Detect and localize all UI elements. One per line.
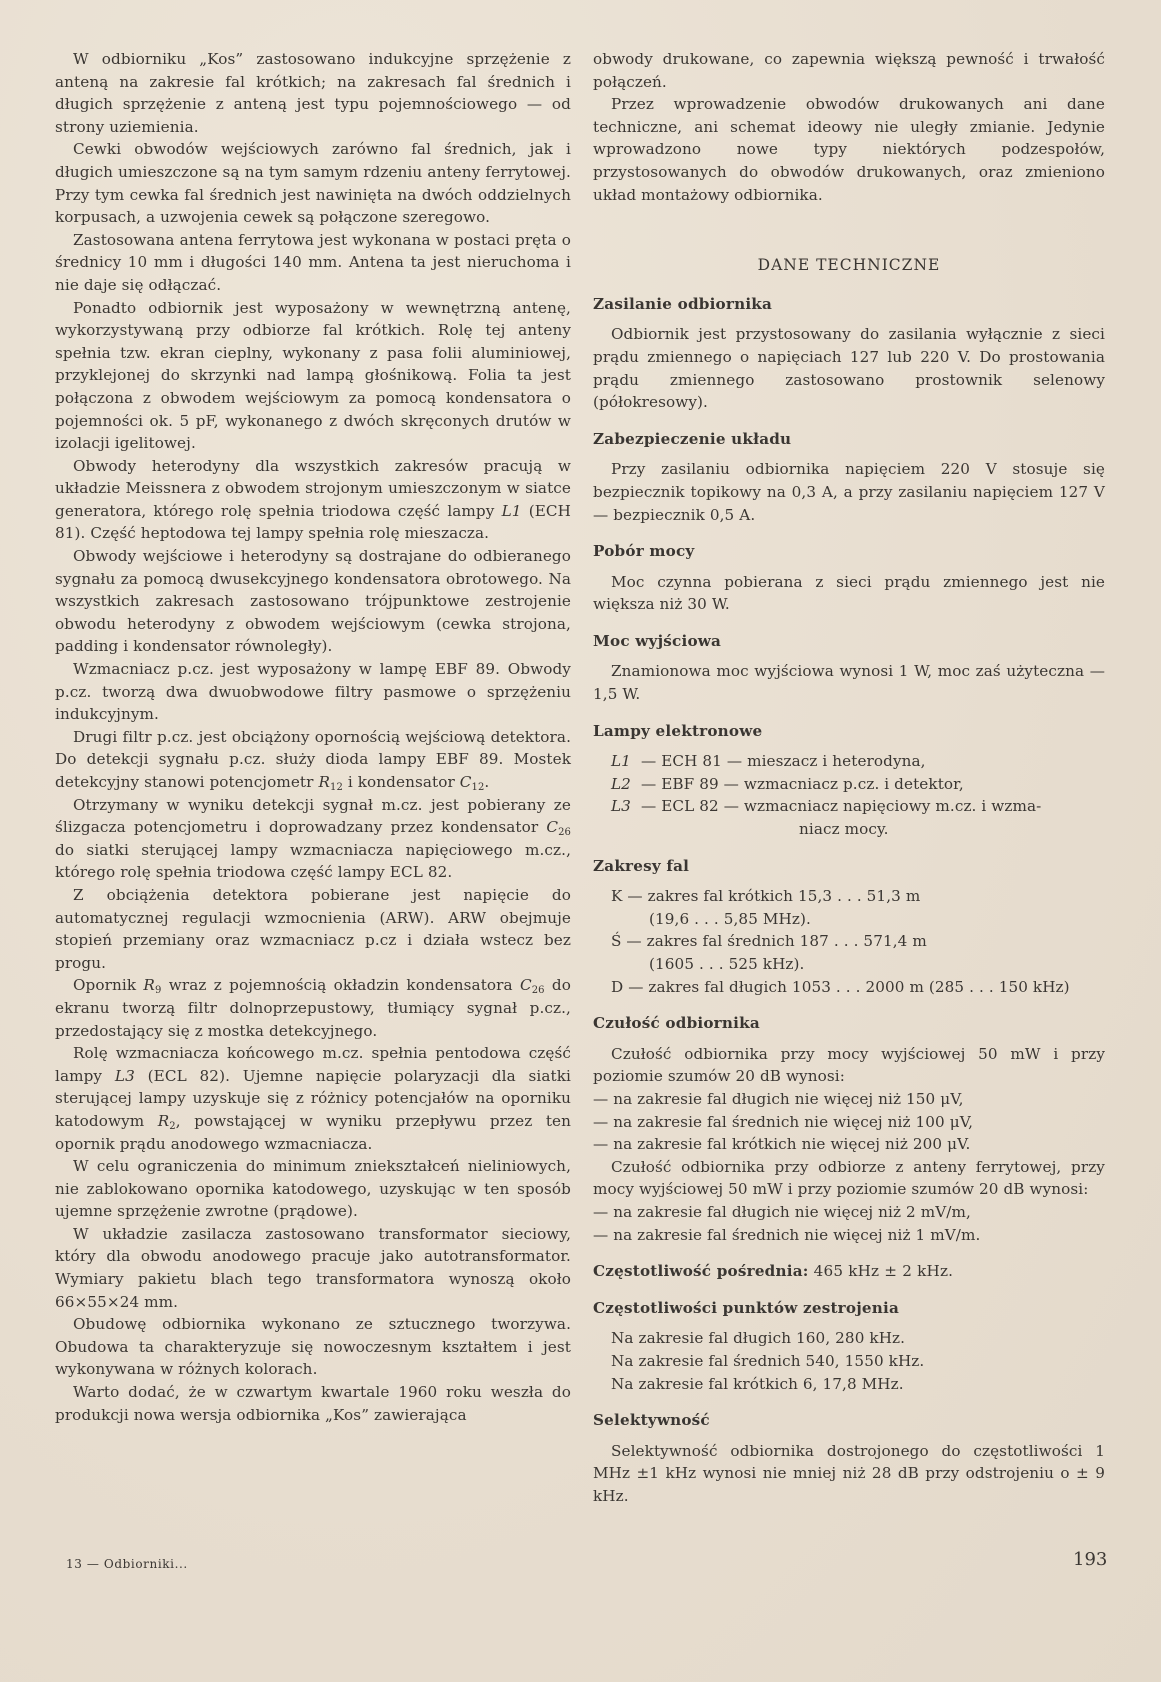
text-span: , powstającej w wyniku przepływu przez ten opornik prądu anodowego wzmacniacza.: [55, 1111, 571, 1153]
right-column: [593, 48, 1105, 1519]
text-span: do ekranu tworzą filtr dolnoprzepustowy, tłumiący sygnał p.cz., przedostający się z mostka detekcyjnego.: [55, 976, 572, 1040]
paragraph: Obwody wejściowe i heterodyny są dostrajane do odbieranego sygnału za pomocą dwusekcyjnego kondensatora obrotowego. Na wszystkich zakresach zastosowano trójpunktowe zestrojenie obwodu heterodyny z obwodem wejściowym (cewka strojona, padding i kondensator równoległy).: [55, 547, 571, 656]
resistor-symbol: R: [157, 1111, 170, 1130]
paragraph: Przez wprowadzenie obwodów drukowanych ani dane techniczne, ani schemat ideowy nie uległy zmianie. Jedynie wprowadzono nowe typy niektórych podzespołów, przystosowanych do obwodów drukowanych, oraz zmieniono układ montażowy odbiornika.: [593, 95, 1105, 204]
paragraph: Obudowę odbiornika wykonano ze sztucznego tworzywa. Obudowa ta charakteryzuje się nowoczesnym kształtem i jest wykonywana w różnych kolorach.: [55, 1315, 571, 1379]
range-medium: Ś — zakres fal średnich 187 . . . 571,4 m: [611, 932, 927, 951]
spec-heading: Zabezpieczenie układu: [593, 429, 792, 448]
sensitivity-item: — na zakresie fal długich nie więcej niż 2 mV/m,: [593, 1202, 971, 1221]
spec-alignment-points: [593, 1297, 1105, 1395]
spec-heading: Zakresy fal: [593, 856, 690, 875]
tube-desc: — ECH 81 — mieszacz i heterodyna,: [641, 752, 926, 771]
tube-id: L1: [611, 752, 631, 771]
paragraph: Cewki obwodów wejściowych zarówno fal średnich, jak i długich umieszczone są na tym samym rdzeniu anteny ferrytowej. Przy tym cewka fal średnich jest nawinięta na dwóch oddzielnych korpusach, a uzwojenia cewek są połączone szeregowo.: [55, 140, 571, 227]
paragraph: W odbiorniku „Kos” zastosowano indukcyjne sprzężenie z anteną na zakresie fal krótkich; na zakresach fal średnich i długich sprzężenie z anteną jest typu pojemnościowego — od strony uziemienia.: [55, 50, 571, 136]
text-span: Drugi filtr p.cz. jest obciążony opornością wejściową detektora. Do detekcji sygnału p.cz. służy dioda lampy EBF 89. Mostek detekcyjny stanowi potencjometr: [55, 727, 571, 791]
spec-text: Odbiornik jest przystosowany do zasilania wyłącznie z sieci prądu zmiennego o napięciach 127 lub 220 V. Do prostowania prądu zmiennego zastosowano prostownik selenowy (półokresowy).: [593, 325, 1105, 412]
subscript: 12: [471, 782, 485, 793]
tube-item: [593, 795, 1105, 818]
text-span: (ECL 82). Ujemne napięcie polaryzacji dla siatki sterującej lampy uzyskuje się z różnicy potencjałów na oporniku katodowym: [55, 1066, 571, 1130]
spec-output-power: [593, 630, 1105, 706]
lamp-symbol: L3: [114, 1066, 135, 1085]
spec-heading: Moc wyjściowa: [593, 631, 722, 650]
paragraph: Wzmacniacz p.cz. jest wyposażony w lampę EBF 89. Obwody p.cz. tworzą dwa dwuobwodowe filtry pasmowe o sprzężeniu indukcyjnym.: [55, 660, 571, 724]
range-long: D — zakres fal długich 1053 . . . 2000 m (285 . . . 150 kHz): [611, 977, 1070, 996]
text-span: i kondensator: [342, 773, 460, 791]
paragraph: Zastosowana antena ferrytowa jest wykonana w postaci pręta o średnicy 10 mm i długości 140 mm. Antena ta jest nieruchoma i nie daje się odłączać.: [55, 230, 571, 294]
sensitivity-item: — na zakresie fal krótkich nie więcej niż 200 μV.: [593, 1135, 971, 1154]
spec-text: Znamionowa moc wyjściowa wynosi 1 W, moc zaś użyteczna — 1,5 W.: [593, 662, 1105, 704]
text-span: .: [484, 773, 490, 791]
page-number: 193: [1073, 1549, 1108, 1570]
spec-text: Selektywność odbiornika dostrojonego do częstotliwości 1 MHz ±1 kHz wynosi nie mniej niż 28 dB przy odstrojeniu o ± 9 kHz.: [593, 1441, 1105, 1505]
subscript: 26: [531, 985, 545, 997]
paragraph: [55, 726, 571, 794]
lamp-symbol: L1: [501, 501, 522, 520]
text-span: Opornik: [73, 976, 144, 995]
paragraph: [55, 455, 571, 545]
spec-tubes: [593, 720, 1105, 841]
paragraph: W celu ograniczenia do minimum zniekształceń nieliniowych, nie zablokowano opornika katodowego, uzyskując w ten sposób ujemne sprzężenie zwrotne (prądowe).: [55, 1157, 571, 1221]
spec-heading: Częstotliwości punktów zestrojenia: [593, 1298, 900, 1317]
text-span: (ECH 81). Część heptodowa tej lampy spełnia rolę mieszacza.: [55, 501, 571, 543]
paragraph: [55, 1042, 571, 1155]
spec-heading: Selektywność: [593, 1411, 710, 1430]
spec-text: Moc czynna pobierana z sieci prądu zmiennego jest nie większa niż 30 W.: [593, 572, 1105, 614]
spec-heading-inline: [593, 1260, 1105, 1283]
capacitor-symbol: C: [459, 773, 472, 791]
subscript: 9: [154, 985, 162, 997]
paragraph: Warto dodać, że w czwartym kwartale 1960 roku weszła do produkcji nowa wersja odbiornika „Kos” zawierająca: [55, 1383, 571, 1424]
alignment-item: Na zakresie fal średnich 540, 1550 kHz.: [611, 1351, 925, 1370]
if-value: 465 kHz ± 2 kHz.: [808, 1262, 954, 1281]
resistor-symbol: R: [143, 976, 155, 995]
sensitivity-item: — na zakresie fal długich nie więcej niż 150 μV,: [593, 1089, 964, 1108]
tube-item: [593, 773, 1105, 796]
subscript: 2: [169, 1120, 176, 1132]
text-span: do siatki sterującej lampy wzmacniacza napięciowego m.cz., którego rolę spełnia triodowa część lampy ECL 82.: [55, 840, 571, 882]
resistor-symbol: R: [318, 773, 330, 791]
paragraph: W układzie zasilacza zastosowano transformator sieciowy, który dla obwodu anodowego pracuje jako autotransformator. Wymiary pakietu blach tego transformatora wynoszą około 66×55×24 mm.: [55, 1224, 571, 1311]
range-short-freq: (19,6 . . . 5,85 MHz).: [649, 909, 811, 928]
printer-signature: 13 — Odbiorniki...: [66, 1557, 188, 1571]
text-span: Otrzymany w wyniku detekcji sygnał m.cz. jest pobierany ze ślizgacza potencjometru i doprowadzany przez kondensator: [55, 795, 571, 837]
spec-sensitivity: [593, 1012, 1105, 1246]
spec-power-consumption: [593, 540, 1105, 616]
alignment-item: Na zakresie fal krótkich 6, 17,8 MHz.: [611, 1374, 904, 1393]
spec-selectivity: [593, 1409, 1105, 1507]
paragraph: [55, 974, 571, 1042]
alignment-item: Na zakresie fal długich 160, 280 kHz.: [611, 1329, 906, 1348]
tube-desc: — ECL 82 — wzmacniacz napięciowy m.cz. i wzma-: [641, 797, 1042, 816]
tube-desc-continuation: niacz mocy.: [799, 820, 889, 839]
text-span: Rolę wzmacniacza końcowego m.cz. spełnia pentodowa część lampy: [55, 1044, 571, 1085]
tube-id: L3: [611, 797, 631, 816]
left-column: [55, 48, 571, 1426]
spec-protection: [593, 428, 1105, 526]
sensitivity-item: — na zakresie fal średnich nie więcej niż 1 mV/m.: [593, 1225, 981, 1244]
text-span: Obwody heterodyny dla wszystkich zakresów pracują w układzie Meissnera z obwodem strojonym umieszczonym w siatce generatora, którego rolę spełnia triodowa część lampy: [55, 456, 571, 520]
subscript: 26: [558, 827, 571, 839]
spec-heading: Pobór mocy: [593, 542, 695, 561]
spec-wave-ranges: [593, 855, 1105, 999]
tube-id: L2: [611, 774, 631, 793]
spec-power-supply: [593, 293, 1105, 414]
if-label: Częstotliwość pośrednia:: [593, 1262, 809, 1281]
section-title: DANE TECHNICZNE: [757, 256, 941, 275]
spec-text: Czułość odbiornika przy odbiorze z anteny ferrytowej, przy mocy wyjściowej 50 mW i przy poziomie szumów 20 dB wynosi:: [593, 1157, 1105, 1199]
spec-intermediate-frequency: [593, 1260, 1105, 1283]
capacitor-symbol: C: [519, 976, 532, 995]
spec-heading: Zasilanie odbiornika: [593, 294, 773, 313]
paragraph: Z obciążenia detektora pobierane jest napięcie do automatycznej regulacji wzmocnienia (ARW). ARW obejmuje stopień przemiany oraz wzmacniacz p.cz i działa wstecz bez progu.: [55, 885, 571, 972]
tube-desc: — EBF 89 — wzmacniacz p.cz. i detektor,: [641, 774, 964, 793]
range-short: K — zakres fal krótkich 15,3 . . . 51,3 m: [611, 887, 921, 906]
spec-heading: Lampy elektronowe: [593, 721, 763, 740]
paragraph-continuation: obwody drukowane, co zapewnia większą pewność i trwałość połączeń.: [593, 50, 1105, 91]
spec-text: Przy zasilaniu odbiornika napięciem 220 V stosuje się bezpiecznik topikowy na 0,3 A, a przy zasilaniu napięciem 127 V — bezpiecznik 0,5 A.: [593, 460, 1105, 524]
spec-text: Czułość odbiornika przy mocy wyjściowej 50 mW i przy poziomie szumów 20 dB wynosi:: [593, 1044, 1105, 1086]
paragraph: Ponadto odbiornik jest wyposażony w wewnętrzną antenę, wykorzystywaną przy odbiorze fal krótkich. Rolę tej anteny spełnia tzw. ekran cieplny, wykonany z pasa folii aluminiowej, przyklejonej do skrzynki nad lampą głośnikową. Folia ta jest połączona z obwodem wejściowym za pomocą kondensatora o pojemności ok. 5 pF, wykonanego z dwóch skręconych drutów w izolacji igelitowej.: [55, 298, 571, 453]
sensitivity-item: — na zakresie fal średnich nie więcej niż 100 μV,: [593, 1112, 974, 1131]
text-span: wraz z pojemnością okładzin kondensatora: [161, 976, 520, 995]
spec-heading: Czułość odbiornika: [593, 1014, 760, 1033]
subscript: 12: [329, 782, 343, 793]
capacitor-symbol: C: [546, 818, 559, 837]
paragraph: [55, 794, 571, 884]
range-medium-freq: (1605 . . . 525 kHz).: [649, 955, 805, 973]
tube-item: [593, 750, 1105, 773]
